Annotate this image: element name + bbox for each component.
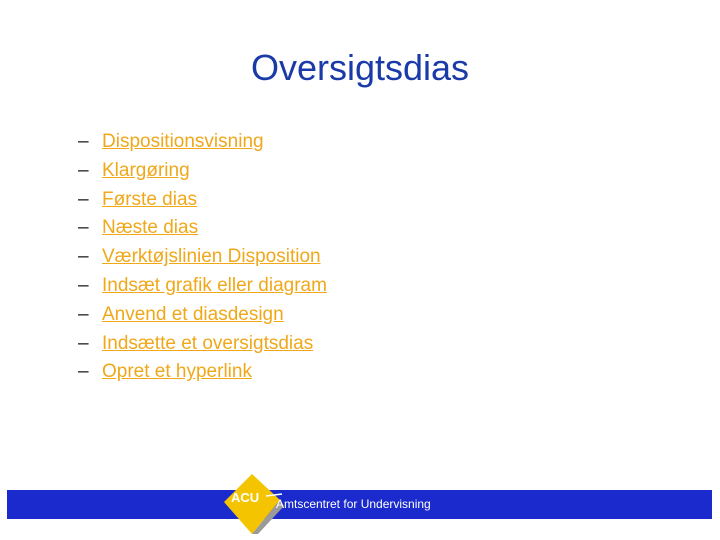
bullet-marker: –: [78, 188, 89, 210]
list-item: [78, 272, 327, 301]
link-opret-hyperlink[interactable]: Opret et hyperlink: [102, 361, 252, 383]
list-item: [78, 157, 327, 186]
list-item: [78, 358, 327, 387]
list-item: [78, 330, 327, 359]
logo-text: ACU: [231, 490, 260, 505]
link-vaerktoejslinien-disposition[interactable]: Værktøjslinien Disposition: [102, 246, 321, 268]
bullet-marker: –: [78, 131, 89, 152]
bullet-marker: –: [78, 246, 89, 268]
bullet-marker: –: [78, 274, 89, 296]
link-naeste-dias[interactable]: Næste dias: [102, 217, 199, 239]
list-item: [78, 128, 327, 157]
bullet-list: [78, 128, 327, 387]
link-klargoering[interactable]: Klargøring: [102, 159, 190, 181]
list-item: [78, 186, 327, 215]
bullet-marker: –: [78, 303, 89, 325]
footer-organization: Amtscentret for Undervisning: [276, 497, 431, 511]
bullet-marker: –: [78, 361, 89, 383]
list-item: [78, 214, 327, 243]
bullet-marker: –: [78, 332, 89, 354]
list-item: [78, 301, 327, 330]
link-indsaet-grafik[interactable]: Indsæt grafik eller diagram: [102, 274, 327, 296]
link-foerste-dias[interactable]: Første dias: [102, 188, 198, 210]
slide-title: Oversigtsdias: [250, 47, 470, 88]
bullet-marker: –: [78, 159, 89, 181]
link-anvend-diasdesign[interactable]: Anvend et diasdesign: [102, 303, 284, 325]
link-dispositionsvisning[interactable]: Dispositionsvisning: [102, 131, 264, 152]
link-indsaette-oversigtsdias[interactable]: Indsætte et oversigtsdias: [102, 332, 314, 354]
bullet-marker: –: [78, 217, 89, 239]
list-item: [78, 243, 327, 272]
